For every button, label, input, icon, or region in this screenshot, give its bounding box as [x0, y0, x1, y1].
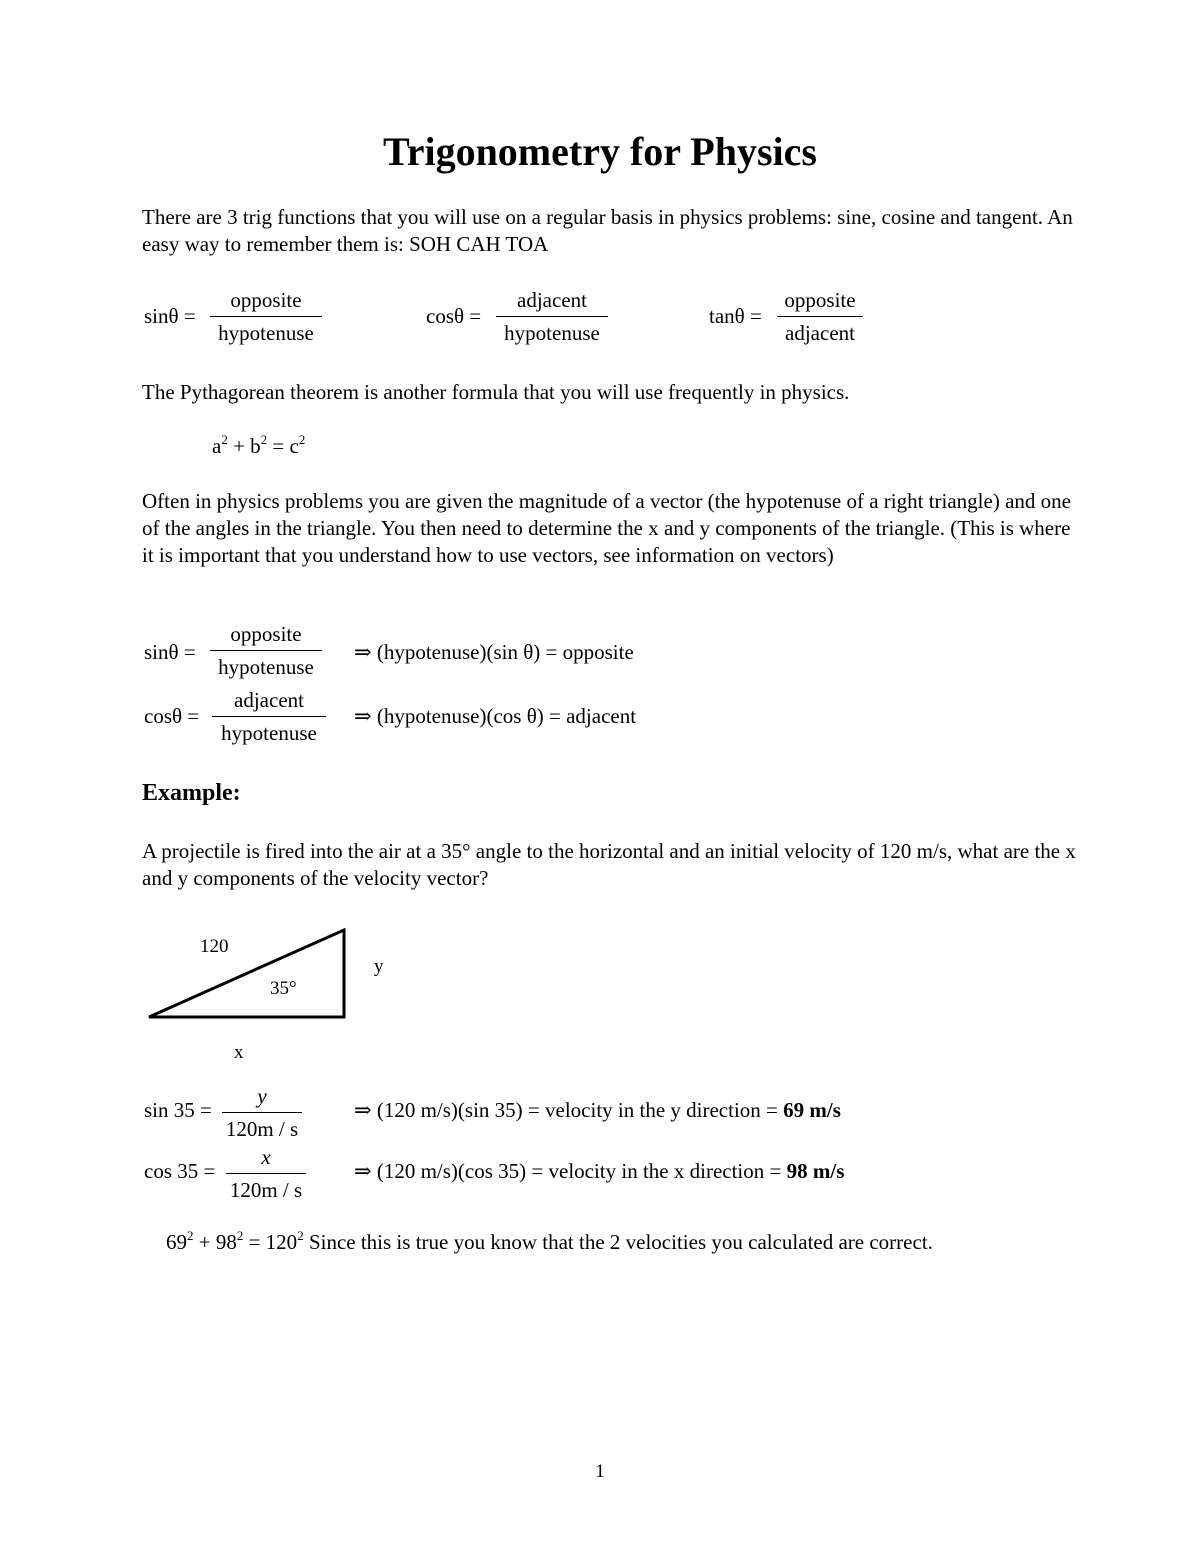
solve-sin-lhs: sin 35 = — [144, 1098, 212, 1122]
triangle-hyp-label: 120 — [200, 936, 229, 957]
pythag-exp-c: 2 — [298, 432, 306, 447]
pythag-exp-a: 2 — [221, 432, 228, 447]
def-cos-den: hypotenuse — [504, 321, 600, 345]
solve-cos-rhs-text: ⇒ (120 m/s)(cos 35) = velocity in the x direction = — [354, 1159, 787, 1183]
solve-cos-rhs — [354, 1159, 844, 1184]
example-paragraph: A projectile is fired into the air at a 35° angle to the horizontal and an initial velocity of 120 m/s, what are the x and y components of the velocity vector? — [142, 839, 1076, 890]
def-tan-num: opposite — [777, 288, 863, 317]
check-line — [166, 1230, 933, 1255]
triangle-x-label: x — [234, 1042, 244, 1063]
triangle-diagram — [140, 920, 360, 1030]
pythag-paragraph: The Pythagorean theorem is another formula that you will use frequently in physics. — [142, 380, 850, 404]
def-tan-fraction — [777, 288, 863, 346]
solve-cos-num: x — [226, 1145, 306, 1174]
solve-sin-den: 120m / s — [225, 1117, 299, 1141]
intro-paragraph: There are 3 trig functions that you will use on a regular basis in physics problems: sine, cosine and tangent. An easy way to remember them is: SOH CAH TOA — [142, 205, 1073, 256]
def-sin-fraction — [210, 288, 322, 346]
check-exp-1: 2 — [187, 1228, 194, 1243]
comp-sin-fraction — [210, 622, 322, 680]
comp-cos-rhs: ⇒ (hypotenuse)(cos θ) = adjacent — [354, 704, 637, 728]
solve-sin-rhs-text: ⇒ (120 m/s)(sin 35) = velocity in the y direction = — [354, 1098, 784, 1122]
comp-sin-den: hypotenuse — [218, 655, 314, 679]
solve-sin-rhs — [354, 1098, 841, 1123]
pythag-a: a — [212, 434, 222, 458]
def-sin-num: opposite — [210, 288, 322, 317]
def-sin-lhs: sinθ = — [144, 304, 196, 328]
solve-sin-fraction — [222, 1084, 302, 1142]
vector-paragraph: Often in physics problems you are given the magnitude of a vector (the hypotenuse of a right triangle) and one of the angles in the triangle. You then need to determine the x and y components of the triangle. (This is where it is important that you understand how to use vectors, see information on vectors) — [142, 489, 1071, 567]
comp-cos-fraction — [212, 688, 326, 746]
check-120: = 120 — [243, 1230, 298, 1254]
example-heading: Example: — [142, 780, 241, 806]
triangle-angle-label: 35° — [270, 978, 297, 999]
pythag-formula — [212, 434, 305, 459]
comp-cos-den: hypotenuse — [221, 721, 317, 745]
def-cos-lhs: cosθ = — [426, 304, 482, 328]
page-title: Trigonometry for Physics — [382, 129, 817, 174]
comp-cos-lhs: cosθ = — [144, 704, 200, 728]
def-cos-fraction — [496, 288, 608, 346]
def-cos-num: adjacent — [496, 288, 608, 317]
solve-sin-answer: 69 m/s — [783, 1098, 841, 1122]
triangle-y-label: y — [374, 956, 384, 977]
pythag-b: + b — [227, 434, 261, 458]
solve-cos-den: 120m / s — [229, 1178, 303, 1202]
def-tan-lhs: tanθ = — [709, 304, 762, 328]
check-text: Since this is true you know that the 2 velocities you calculated are correct. — [303, 1230, 933, 1254]
def-sin-den: hypotenuse — [218, 321, 314, 345]
pythag-c: = c — [267, 434, 299, 458]
check-69: 69 — [166, 1230, 187, 1254]
comp-sin-num: opposite — [210, 622, 322, 651]
comp-sin-rhs: ⇒ (hypotenuse)(sin θ) = opposite — [354, 640, 634, 664]
check-exp-2: 2 — [236, 1228, 244, 1243]
pythag-exp-b: 2 — [260, 432, 268, 447]
comp-sin-lhs: sinθ = — [144, 640, 196, 664]
page-number: 1 — [595, 1461, 605, 1482]
solve-cos-answer: 98 m/s — [786, 1159, 845, 1183]
def-tan-den: adjacent — [785, 321, 855, 345]
solve-cos-lhs: cos 35 = — [144, 1159, 216, 1183]
right-triangle-shape — [149, 930, 344, 1017]
check-98: + 98 — [193, 1230, 237, 1254]
check-exp-3: 2 — [297, 1228, 304, 1243]
comp-cos-num: adjacent — [212, 688, 326, 717]
solve-cos-fraction — [226, 1145, 306, 1203]
solve-sin-num: y — [222, 1084, 302, 1113]
